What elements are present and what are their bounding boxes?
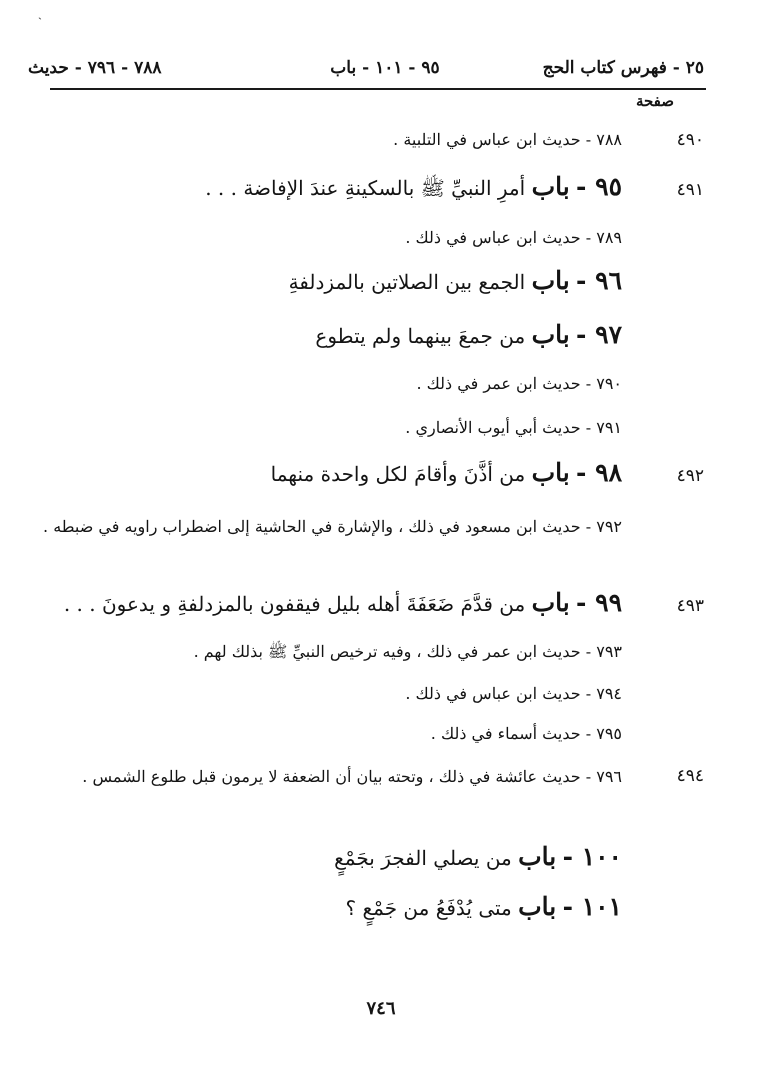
chapter-word: باب xyxy=(531,266,570,295)
stray-mark: ˏ xyxy=(38,6,42,20)
chapter-word: باب xyxy=(531,588,570,617)
hadith-entry: ٧٩٦ - حديث عائشة في ذلك ، وتحته بيان أن الضعفة لا يرمون قبل طلوع الشمس . xyxy=(82,767,622,786)
chapter-heading xyxy=(205,172,622,205)
header-bab-range: ٩٥ - ١٠١ - باب xyxy=(330,58,440,78)
hadith-entry: ٧٩١ - حديث أبي أيوب الأنصاري . xyxy=(405,418,622,437)
header-rule xyxy=(50,88,706,90)
chapter-title: متى يُدْفَعُ من جَمْعٍ ؟ xyxy=(345,896,512,920)
hadith-entry: ٧٨٩ - حديث ابن عباس في ذلك . xyxy=(405,228,622,247)
chapter-number: ٩٦ - xyxy=(576,266,622,295)
hadith-entry: ٧٩٤ - حديث ابن عباس في ذلك . xyxy=(405,684,622,703)
hadith-entry: ٧٩٢ - حديث ابن مسعود في ذلك ، والإشارة في الحاشية إلى اضطراب راويه في ضبطه . xyxy=(43,517,622,536)
hadith-entry: ٧٨٨ - حديث ابن عباس في التلبية . xyxy=(393,130,622,149)
chapter-number: ٩٧ - xyxy=(576,320,622,349)
chapter-title: الجمع بين الصلاتين بالمزدلفةِ xyxy=(288,270,526,294)
chapter-number: ١٠١ - xyxy=(562,892,622,921)
header-chapter-title: ٢٥ - فهرس كتاب الحج xyxy=(542,58,704,78)
chapter-heading xyxy=(315,320,622,349)
page-number: ٤٩٤ xyxy=(676,766,704,786)
chapter-word: باب xyxy=(531,458,570,487)
page-number: ٤٩٣ xyxy=(676,596,704,616)
hadith-entry: ٧٩٣ - حديث ابن عمر في ذلك ، وفيه ترخيص النبيِّ ﷺ بذلك لهم . xyxy=(193,642,622,661)
chapter-title: من جمعَ بينهما ولم يتطوع xyxy=(315,324,526,348)
chapter-heading xyxy=(346,892,622,921)
page-number: ٤٩١ xyxy=(676,180,704,200)
chapter-heading xyxy=(271,458,622,487)
chapter-number: ٩٩ - xyxy=(576,588,622,617)
chapter-number: ١٠٠ - xyxy=(562,842,622,871)
chapter-word: باب xyxy=(531,320,570,349)
folio-page-number: ٧٤٦ xyxy=(366,998,396,1019)
chapter-number: ٩٥ - xyxy=(576,172,622,201)
chapter-title: من أذَّنَ وأقامَ لكل واحدة منهما xyxy=(270,462,526,486)
chapter-word: باب xyxy=(518,842,557,871)
chapter-number: ٩٨ - xyxy=(576,458,622,487)
chapter-title: من قدَّمَ ضَعَفَةَ أهله بليل فيقفون بالمزدلفةِ و يدعونَ . . . xyxy=(63,592,526,616)
header-hadith-range: ٧٨٨ - ٧٩٦ - حديث xyxy=(28,58,162,78)
chapter-heading xyxy=(334,842,622,871)
chapter-word: باب xyxy=(531,172,570,201)
chapter-title: أمرِ النبيِّ ﷺ بالسكينةِ عندَ الإفاضة . . . xyxy=(205,176,526,200)
hadith-entry: ٧٩٥ - حديث أسماء في ذلك . xyxy=(430,724,622,743)
page-number: ٤٩٢ xyxy=(676,466,704,486)
chapter-heading xyxy=(289,266,622,295)
chapter-title: من يصلي الفجرَ بجَمْعٍ xyxy=(334,846,512,870)
page-column-label: صفحة xyxy=(635,92,674,110)
chapter-word: باب xyxy=(518,892,557,921)
chapter-heading xyxy=(64,588,622,617)
page-number: ٤٩٠ xyxy=(676,130,704,150)
hadith-entry: ٧٩٠ - حديث ابن عمر في ذلك . xyxy=(416,374,622,393)
